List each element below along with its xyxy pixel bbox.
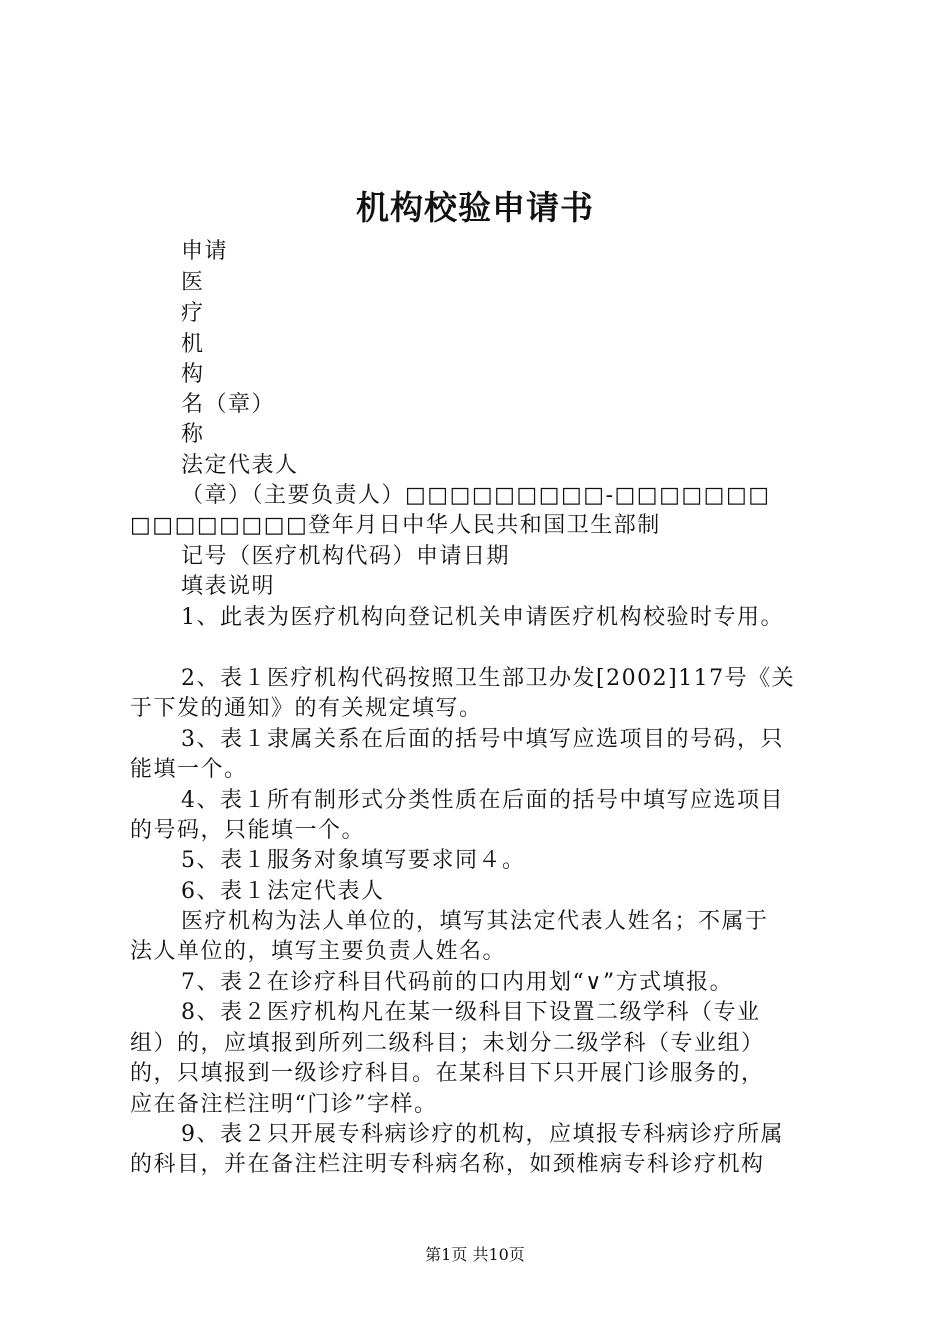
text-line: 名（章） <box>181 392 276 417</box>
document-title: 机构校验申请书 <box>356 188 594 227</box>
text-line: 法定代表人 <box>181 453 299 478</box>
text-line: 记号（医疗机构代码）申请日期 <box>181 544 511 569</box>
text-line: 称 <box>181 422 205 447</box>
text-line: 申请 <box>181 239 229 264</box>
text-line: 应在备注栏注明“门诊”字样。 <box>130 1092 438 1117</box>
text-line: 1、此表为医疗机构向登记机关申请医疗机构校验时专用。 <box>181 605 784 630</box>
page-footer: 第1页 共10页 <box>425 1245 525 1264</box>
text-line: 于下发的通知》的有关规定填写。 <box>130 696 483 721</box>
text-line: 的号码，只能填一个。 <box>130 818 366 843</box>
text-line: 6、表１法定代表人 <box>181 879 385 904</box>
text-line: （章）（主要负责人）□□□□□□□□□-□□□□□□□ <box>181 483 771 508</box>
text-line: 9、表２只开展专科病诊疗的机构，应填报专科病诊疗所属 <box>181 1122 784 1147</box>
text-line: 的，只填报到一级诊疗科目。在某科目下只开展门诊服务的， <box>130 1061 765 1086</box>
text-line: 组）的，应填报到所列二级科目；未划分二级学科（专业组） <box>130 1031 765 1056</box>
text-line: 的科目，并在备注栏注明专科病名称，如颈椎病专科诊疗机构 <box>130 1152 765 1177</box>
text-line: 2、表１医疗机构代码按照卫生部卫办发[2002]117号《关 <box>181 666 796 691</box>
text-line: 8、表２医疗机构凡在某一级科目下设置二级学科（专业 <box>181 1000 761 1025</box>
text-line: 5、表１服务对象填写要求同４。 <box>181 848 526 873</box>
text-line: 法人单位的，填写主要负责人姓名。 <box>130 939 507 964</box>
text-line: 填表说明 <box>181 574 276 599</box>
text-line: 医 <box>181 270 205 295</box>
text-line: □□□□□□□□登年月日中华人民共和国卫生部制 <box>130 513 661 538</box>
text-line: 构 <box>181 362 205 387</box>
text-line: 7、表２在诊疗科目代码前的口内用划“∨”方式填报。 <box>181 970 734 995</box>
text-line: 机 <box>181 332 205 357</box>
text-line: 4、表１所有制形式分类性质在后面的括号中填写应选项目 <box>181 788 784 813</box>
text-line: 能填一个。 <box>130 757 248 782</box>
text-line: 3、表１隶属关系在后面的括号中填写应选项目的号码，只 <box>181 727 784 752</box>
text-line: 医疗机构为法人单位的，填写其法定代表人姓名；不属于 <box>181 909 769 934</box>
text-line: 疗 <box>181 301 205 326</box>
